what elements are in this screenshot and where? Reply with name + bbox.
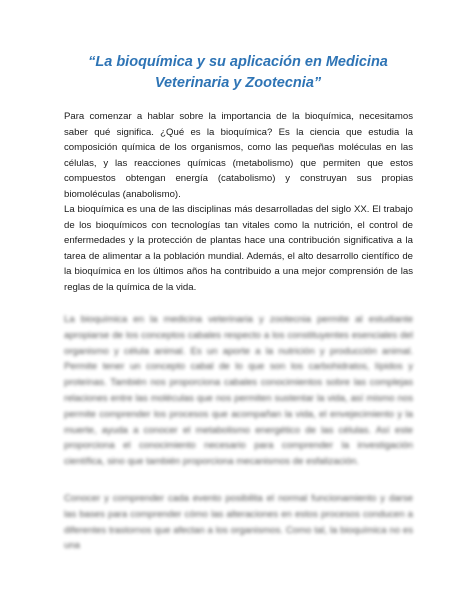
blurred-paragraph-processes: Conocer y comprender cada evento posibilita el normal funcionamiento y darse las bases para comprender cómo las alteraciones en estos procesos conducen a diferentes trastornos que afectan a los organismos. Como tal, la bioquímica no es una [64, 493, 413, 552]
paragraph-intro: Para comenzar a hablar sobre la importancia de la bioquímica, necesitamos saber qué significa. ¿Qué es la bioquímica? Es la ciencia que estudia la composición química de los organismos, como las pequeñas moléculas en las células, y las reacciones químicas (metabolismo) que permiten que estos compuestos obtengan energía (catabolismo) y construyan sus propias biomoléculas (anabolismo). [64, 111, 413, 200]
blurred-paragraph-veterinary: La bioquímica en la medicina veterinaria y zootecnia permite al estudiante apropiarse de los conceptos cabales respecto a los constituyentes esenciales del organismo y célula animal. Es un aporte a la nutrición y producción animal. Permite tener un concepto cabal de lo que son los carbohidratos, lípidos y proteínas. También nos proporciona cabales conocimientos sobre las complejas relaciones entre las moléculas que nos permiten sustentar la vida, así mismo nos permite comprender los procesos que acompañan la vida, el envejecimiento y la muerte, ayuda a conocer el metabolismo energético de las células. Así este proporciona el conocimiento necesario para comprender la investigación científica, sino que también proporciona mecanismos de esfalización. [64, 314, 413, 468]
document-title: “La bioquímica y su aplicación en Medicina Veterinaria y Zootecnia” [88, 54, 388, 91]
paragraph-history: La bioquímica es una de las disciplinas más desarrolladas del siglo XX. El trabajo de los bioquímicos con tecnologías tan vitales como la nutrición, el control de enfermedades y la protección de plantas hace una contribución significativa a la tarea de alimentar a la población mundial. Además, el alto desarrollo científico de la bioquímica en los últimos años ha contribuido a una mejor comprensión de las reglas de la química de la vida. [64, 204, 413, 293]
